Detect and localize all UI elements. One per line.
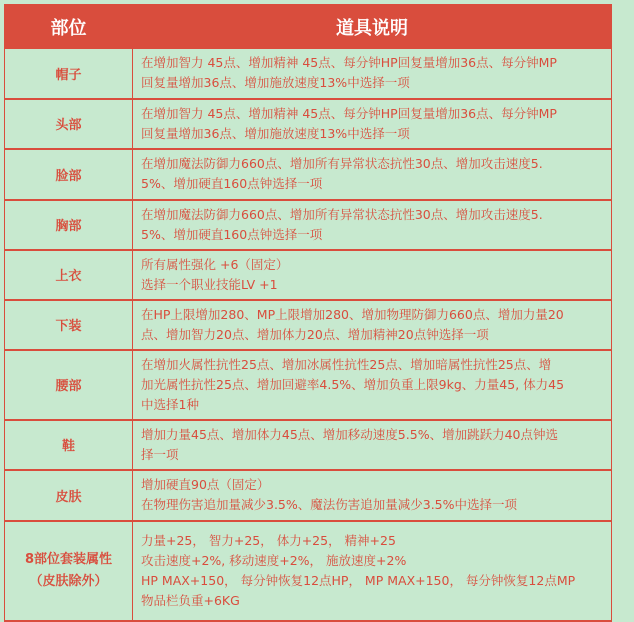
description-cell bbox=[133, 49, 612, 99]
part-cell: 鞋 bbox=[5, 420, 133, 470]
part-cell: 腰部 bbox=[5, 350, 133, 420]
description-cell bbox=[133, 149, 612, 200]
part-cell: 头部 bbox=[5, 99, 133, 149]
table-row bbox=[5, 350, 612, 420]
table-row bbox=[5, 420, 612, 470]
description-cell bbox=[133, 470, 612, 521]
description-line: 在增加智力 45点、增加精神 45点、每分钟HP回复量增加36点、每分钟MP bbox=[141, 105, 557, 121]
description-line: 在HP上限增加280、MP上限增加280、增加物理防御力660点、增加力量20 bbox=[141, 306, 564, 322]
description-line: 增加硬直90点（固定） bbox=[141, 477, 270, 492]
description-line: 回复量增加36点、增加施放速度13%中选择一项 bbox=[141, 75, 410, 91]
table-row bbox=[5, 470, 612, 521]
table-row bbox=[5, 149, 612, 200]
description-line: 选择一个职业技能LV +1 bbox=[141, 276, 278, 292]
equipment-attribute-table bbox=[4, 4, 612, 622]
description-line: 点、增加智力20点、增加体力20点、增加精神20点钟选择一项 bbox=[141, 326, 489, 342]
header-description: 道具说明 bbox=[133, 5, 612, 49]
part-cell: 胸部 bbox=[5, 200, 133, 250]
table-header-row bbox=[5, 5, 612, 49]
table-row bbox=[5, 200, 612, 250]
table-row bbox=[5, 300, 612, 350]
part-cell: 帽子 bbox=[5, 49, 133, 99]
description-line: HP MAX+150， 每分钟恢复12点HP， MP MAX+150， 每分钟恢复12点MP bbox=[141, 572, 576, 588]
description-line: 力量+25， 智力+25， 体力+25， 精神+25 bbox=[141, 532, 396, 548]
description-line: 在增加火属性抗性25点、增加冰属性抗性25点、增加暗属性抗性25点、增 bbox=[141, 356, 552, 372]
description-line: 在增加魔法防御力660点、增加所有异常状态抗性30点、增加攻击速度5. bbox=[141, 206, 543, 222]
description-cell bbox=[133, 200, 612, 250]
description-cell bbox=[133, 250, 612, 300]
description-line: 择一项 bbox=[141, 446, 179, 462]
description-line: 在增加魔法防御力660点、增加所有异常状态抗性30点、增加攻击速度5. bbox=[141, 156, 543, 171]
description-line: 回复量增加36点、增加施放速度13%中选择一项 bbox=[141, 125, 410, 141]
description-line: 5%、增加硬直160点钟选择一项 bbox=[141, 226, 323, 242]
description-line: 所有属性强化 +6（固定） bbox=[141, 256, 289, 272]
header-part: 部位 bbox=[5, 5, 133, 49]
table-row bbox=[5, 250, 612, 300]
description-line: 加光属性抗性25点、增加回避率4.5%、增加负重上限9kg、力量45, 体力45 bbox=[141, 376, 565, 392]
part-cell: 上衣 bbox=[5, 250, 133, 300]
description-line: 在物理伤害追加量减少3.5%、魔法伤害追加量减少3.5%中选择一项 bbox=[141, 497, 518, 512]
description-cell bbox=[133, 99, 612, 149]
description-line: 中选择1种 bbox=[141, 396, 199, 412]
table-row bbox=[5, 99, 612, 149]
description-cell bbox=[133, 300, 612, 350]
description-line: 5%、增加硬直160点钟选择一项 bbox=[141, 176, 323, 191]
description-line: 在增加智力 45点、增加精神 45点、每分钟HP回复量增加36点、每分钟MP bbox=[141, 55, 557, 71]
part-cell: 皮肤 bbox=[5, 470, 133, 521]
part-cell: 脸部 bbox=[5, 149, 133, 200]
description-line: 攻击速度+2%, 移动速度+2%， 施放速度+2% bbox=[141, 552, 407, 568]
set-bonus-title: 8部位套装属性 bbox=[24, 551, 113, 567]
table-row bbox=[5, 49, 612, 99]
equipment-table-container bbox=[4, 4, 611, 622]
part-cell: 下装 bbox=[5, 300, 133, 350]
description-line: 增加力量45点、增加体力45点、增加移动速度5.5%、增加跳跃力40点钟选 bbox=[141, 426, 558, 442]
description-cell bbox=[133, 350, 612, 420]
description-cell bbox=[133, 420, 612, 470]
description-line: 物品栏负重+6KG bbox=[141, 592, 240, 608]
set-bonus-subtitle: （皮肤除外） bbox=[29, 573, 108, 589]
